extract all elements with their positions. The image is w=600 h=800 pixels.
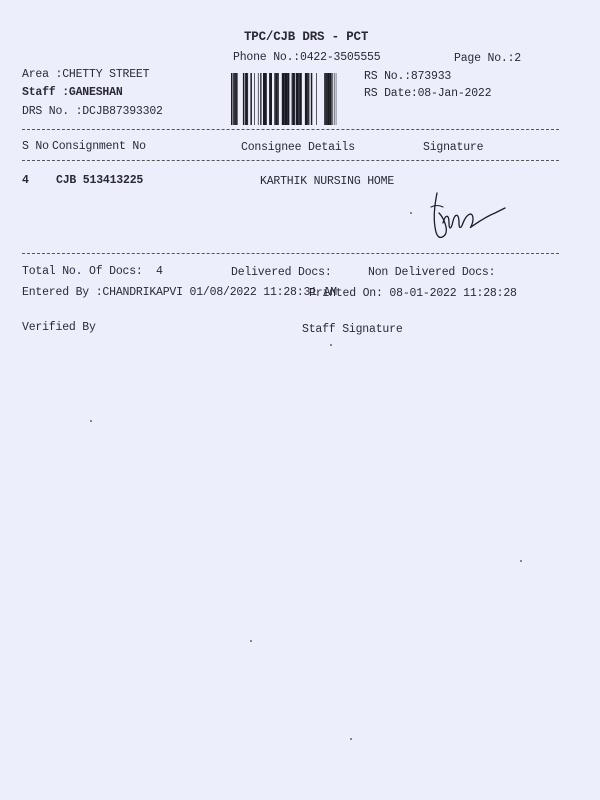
barcode-bar: [292, 73, 294, 125]
document-title: TPC/CJB DRS - PCT: [244, 30, 369, 44]
barcode-bar: [307, 73, 309, 125]
barcode-bar: [287, 73, 289, 125]
barcode-bar: [277, 73, 279, 125]
divider-bottom: [22, 253, 559, 254]
row-consignment-no: CJB 513413225: [56, 174, 144, 187]
barcode-bar: [265, 73, 267, 125]
scan-speck: [350, 738, 352, 740]
barcode-bar: [296, 73, 298, 125]
scan-speck: [330, 344, 332, 346]
barcode-bar: [324, 73, 326, 125]
staff-signature-label: Staff Signature: [302, 323, 403, 336]
verified-by-label: Verified By: [22, 321, 96, 334]
scan-speck: [250, 640, 252, 642]
non-delivered-docs: Non Delivered Docs:: [368, 266, 496, 279]
row-consignee: KARTHIK NURSING HOME: [260, 175, 395, 188]
barcode-bar: [235, 73, 237, 125]
area-field: Area :CHETTY STREET: [22, 68, 150, 81]
barcode-bar: [247, 73, 248, 125]
divider-header: [22, 160, 559, 161]
barcode-bar: [243, 73, 245, 125]
barcode-bar: [269, 73, 270, 125]
barcode-bar: [305, 73, 307, 125]
barcode-bar: [250, 73, 252, 125]
delivered-docs: Delivered Docs:: [231, 266, 332, 279]
page-number: Page No.:2: [454, 52, 522, 65]
barcode-bar: [263, 73, 265, 125]
barcode-bar: [301, 73, 302, 125]
scan-speck: [520, 560, 522, 562]
scan-speck: [90, 420, 92, 422]
barcode-bar: [235, 73, 236, 125]
column-header-consignee: Consignee Details: [241, 141, 355, 154]
rs-number: RS No.:873933: [364, 70, 452, 83]
row-sno: 4: [22, 174, 29, 187]
barcode-bar: [283, 73, 285, 125]
barcode-image: [231, 73, 337, 125]
divider-top: [22, 129, 559, 130]
barcode-bar: [295, 73, 296, 125]
barcode-bar: [254, 73, 255, 125]
phone-number: Phone No.:0422-3505555: [233, 51, 381, 64]
barcode-bar: [285, 73, 287, 125]
staff-field: Staff :GANESHAN: [22, 86, 123, 99]
barcode-bar: [270, 73, 272, 125]
barcode-bar: [258, 73, 259, 125]
barcode-bar: [298, 73, 299, 125]
barcode-bar: [261, 73, 262, 125]
column-header-sno: S No: [22, 140, 49, 153]
barcode-bar: [276, 73, 278, 125]
column-header-consignment: Consignment No: [52, 140, 146, 153]
barcode-bar: [329, 73, 331, 125]
barcode-bar: [260, 73, 261, 125]
drs-number: DRS No. :DCJB87393302: [22, 105, 163, 118]
scan-speck: [410, 212, 412, 214]
barcode-bar: [326, 73, 327, 125]
column-header-signature: Signature: [423, 141, 484, 154]
printed-on: Printed On: 08-01-2022 11:28:28: [309, 287, 517, 300]
barcode-bar: [309, 73, 310, 125]
barcode-bar: [245, 73, 247, 125]
barcode-bar: [326, 73, 328, 125]
barcode-bar: [311, 73, 313, 125]
barcode-bar: [237, 73, 238, 125]
barcode-bar: [328, 73, 330, 125]
entered-by: Entered By :CHANDRIKAPVI 01/08/2022 11:28:31 AM: [22, 286, 337, 299]
barcode-bar: [335, 73, 336, 125]
total-docs: Total No. Of Docs: 4: [22, 265, 163, 278]
barcode-bar: [292, 73, 293, 125]
barcode-bar: [233, 73, 235, 125]
rs-date: RS Date:08-Jan-2022: [364, 87, 492, 100]
barcode-bar: [298, 73, 300, 125]
barcode-bar: [231, 73, 233, 125]
barcode-bar: [274, 73, 276, 125]
barcode-bar: [300, 73, 302, 125]
barcode-bar: [282, 73, 283, 125]
barcode-bar: [332, 73, 333, 125]
barcode-bar: [316, 73, 317, 125]
handwritten-signature: [425, 183, 510, 247]
